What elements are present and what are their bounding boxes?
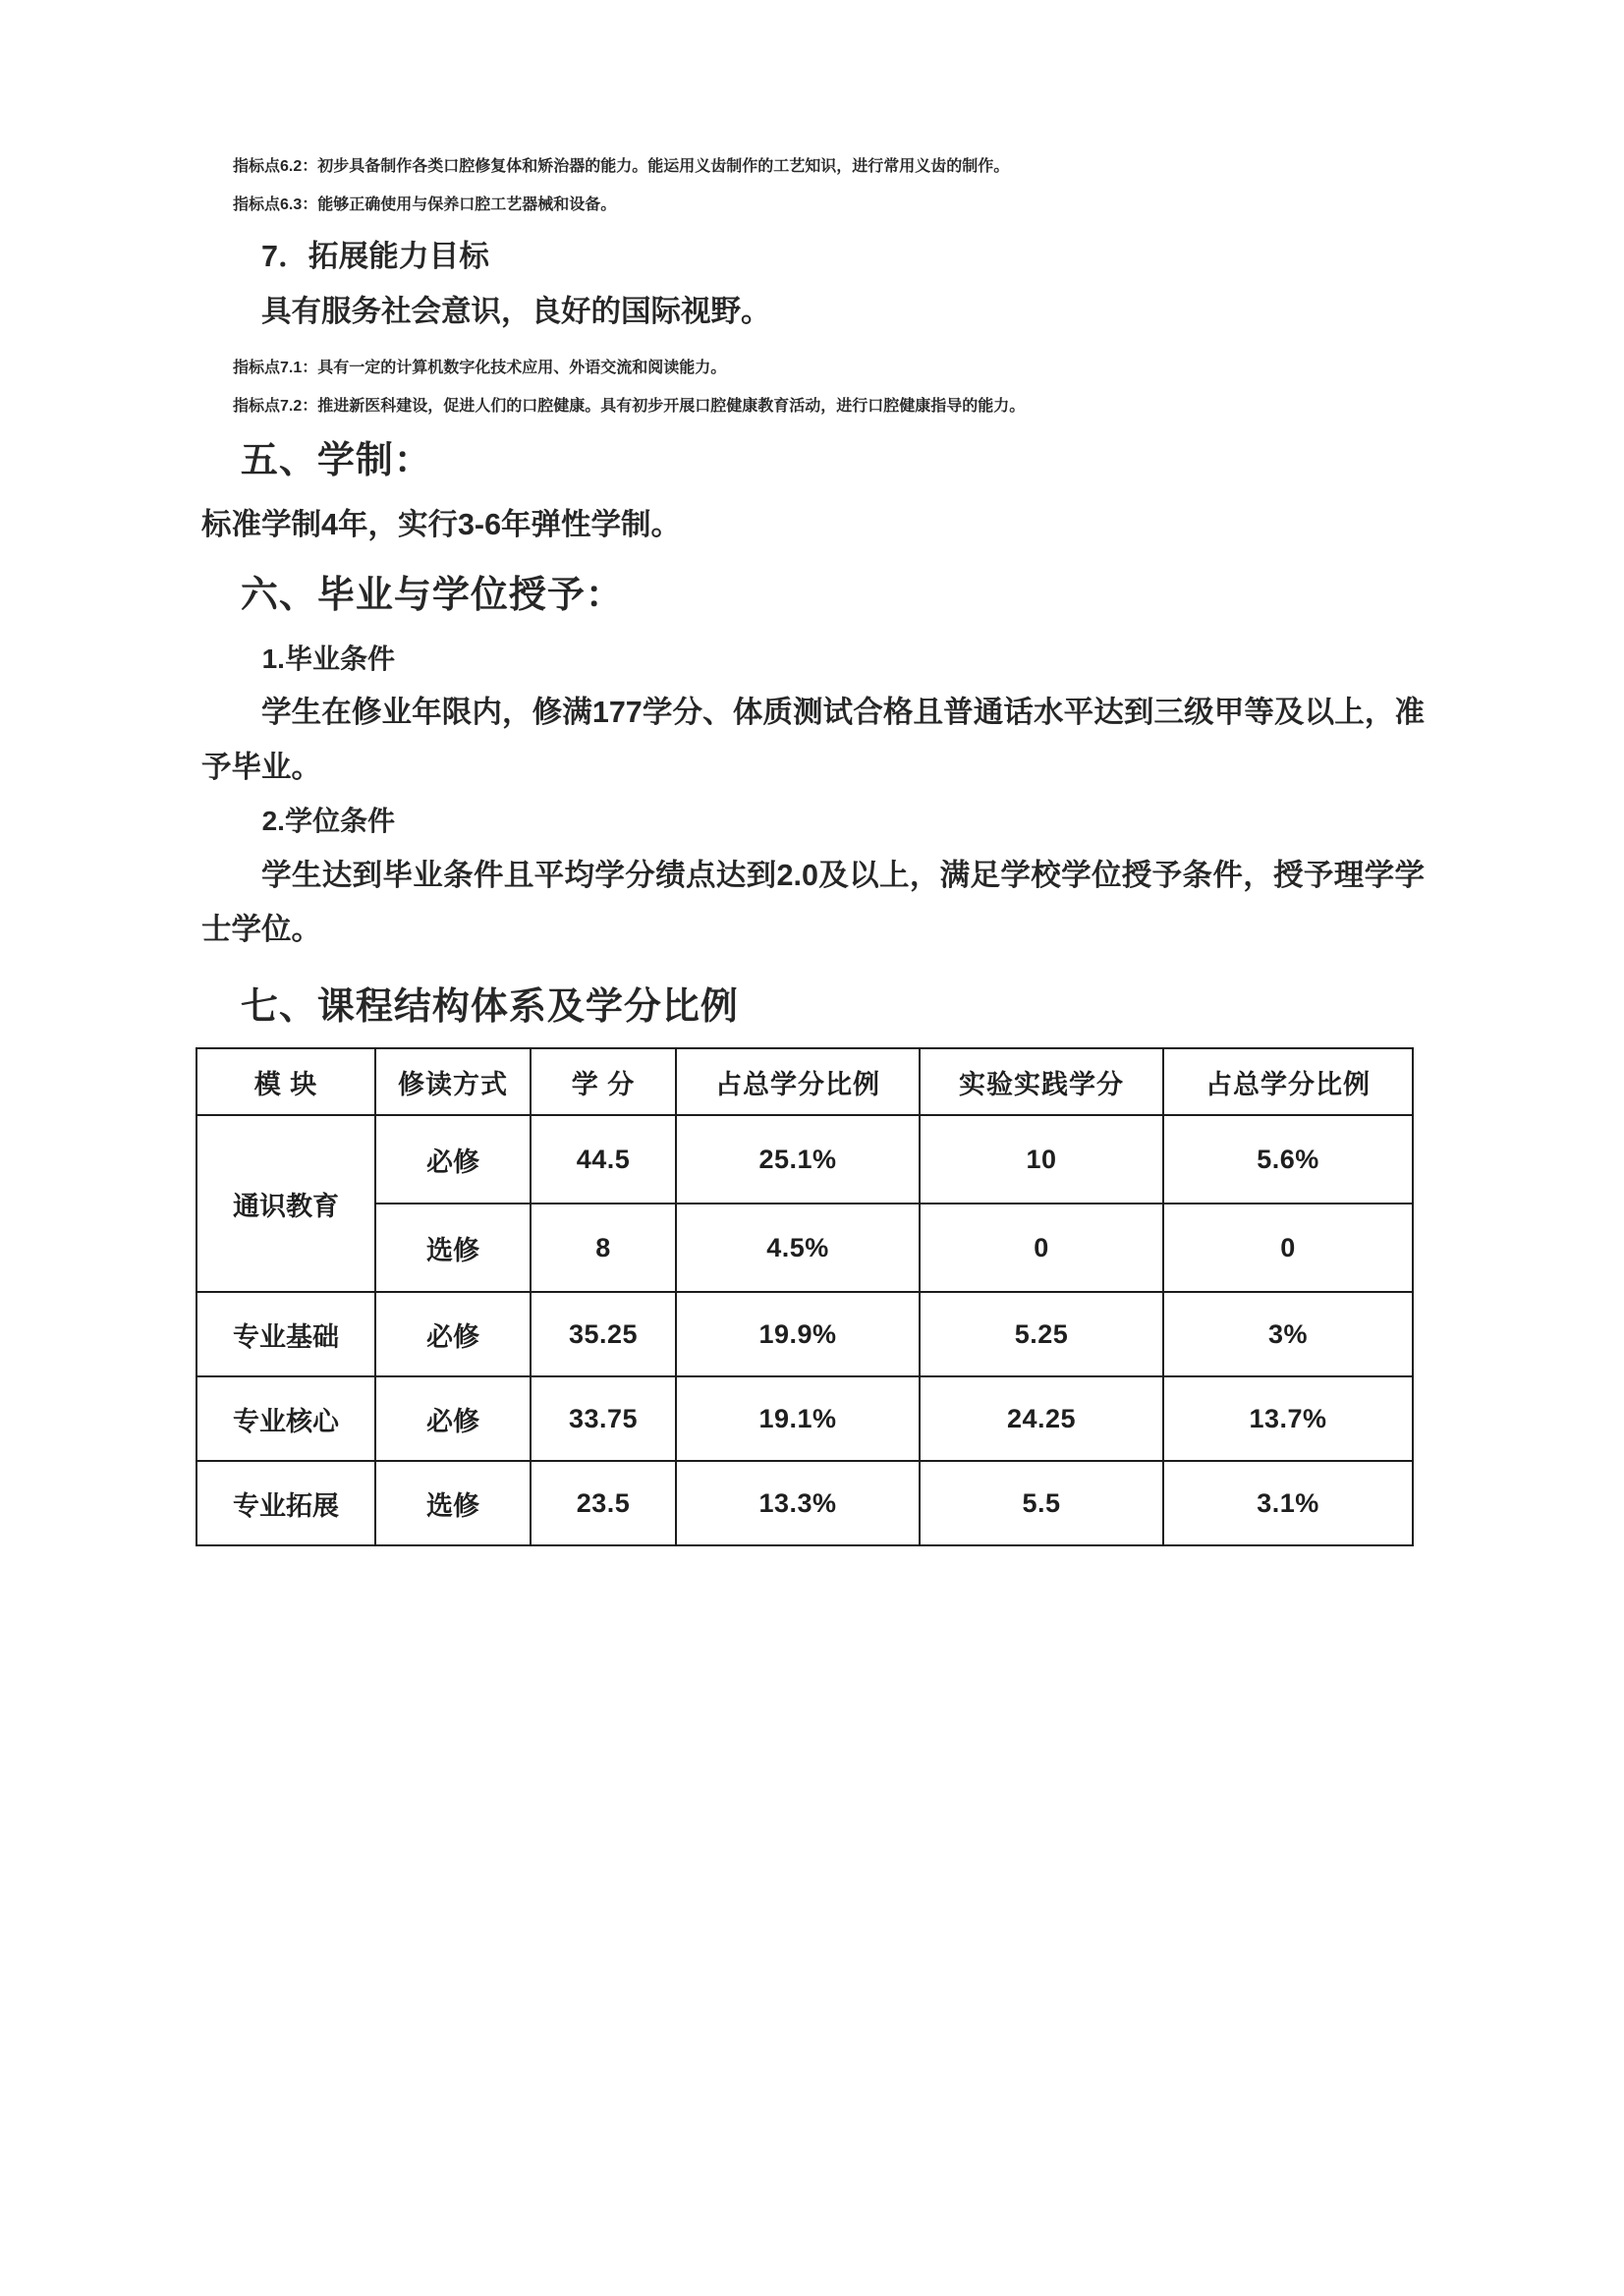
subheading-graduation-conditions: 1.毕业条件	[261, 643, 395, 674]
cell-module: 专业拓展	[196, 1461, 375, 1545]
indicator-label: 指标点6.2：	[233, 158, 318, 175]
paragraph-graduation-conditions: 学生在修业年限内，修满177学分、体质测试合格且普通话水平达到三级甲等及以上，准予毕业。	[201, 696, 1425, 784]
table-header-row	[196, 1048, 1413, 1115]
cell-credits: 33.75	[531, 1376, 676, 1461]
header-practice-ratio: 占总学分比例	[1163, 1048, 1413, 1115]
cell-credit-ratio: 19.9%	[676, 1292, 920, 1376]
header-module: 模 块	[196, 1048, 375, 1115]
cell-study-mode: 选修	[375, 1204, 531, 1292]
heading-section-six: 六、毕业与学位授予：	[240, 575, 624, 617]
cell-credit-ratio: 13.3%	[676, 1461, 920, 1545]
cell-credit-ratio: 19.1%	[676, 1376, 920, 1461]
paragraph-indicator-7-1	[201, 355, 1425, 377]
paragraph-indicator-7-2	[201, 393, 1425, 416]
cell-module: 专业基础	[196, 1292, 375, 1376]
cell-practice-credits: 0	[920, 1204, 1163, 1292]
cell-practice-credits: 24.25	[920, 1376, 1163, 1461]
subheading-7: 7．拓展能力目标	[261, 240, 490, 273]
header-credit-ratio: 占总学分比例	[676, 1048, 920, 1115]
indicator-text: 初步具备制作各类口腔修复体和矫治器的能力。能运用义齿制作的工艺知识，进行常用义齿的制作。	[317, 158, 1010, 175]
paragraph-degree-conditions: 学生达到毕业条件且平均学分绩点达到2.0及以上，满足学校学位授予条件，授予理学学士学位。	[201, 858, 1425, 947]
cell-practice-ratio: 0	[1163, 1204, 1413, 1292]
cell-practice-ratio: 3%	[1163, 1292, 1413, 1376]
table-row	[196, 1115, 1413, 1204]
header-credits: 学 分	[531, 1048, 676, 1115]
cell-credits: 23.5	[531, 1461, 676, 1545]
table-row	[196, 1461, 1413, 1545]
indicator-text: 能够正确使用与保养口腔工艺器械和设备。	[317, 196, 617, 213]
cell-credit-ratio: 25.1%	[676, 1115, 920, 1204]
heading-section-five: 五、学制：	[240, 440, 432, 481]
paragraph-section-five-body: 标准学制4年，实行3-6年弹性学制。	[201, 507, 682, 541]
cell-credit-ratio: 4.5%	[676, 1204, 920, 1292]
table-row	[196, 1204, 1413, 1292]
page-content	[201, 138, 1425, 1546]
header-study-mode: 修读方式	[375, 1048, 531, 1115]
indicator-text: 推进新医科建设，促进人们的口腔健康。具有初步开展口腔健康教育活动，进行口腔健康指导的能力。	[317, 398, 1026, 415]
cell-module: 通识教育	[196, 1115, 375, 1292]
indicator-label: 指标点7.1：	[233, 360, 318, 376]
indicator-label: 指标点7.2：	[233, 398, 318, 415]
table-row	[196, 1292, 1413, 1376]
cell-study-mode: 必修	[375, 1376, 531, 1461]
cell-study-mode: 必修	[375, 1292, 531, 1376]
cell-practice-credits: 5.25	[920, 1292, 1163, 1376]
paragraph-body-7: 具有服务社会意识，良好的国际视野。	[261, 294, 771, 328]
table-body	[196, 1115, 1413, 1545]
cell-practice-credits: 5.5	[920, 1461, 1163, 1545]
heading-section-seven: 七、课程结构体系及学分比例	[240, 985, 739, 1028]
indicator-text: 具有一定的计算机数字化技术应用、外语交流和阅读能力。	[317, 360, 727, 376]
cell-practice-credits: 10	[920, 1115, 1163, 1204]
cell-practice-ratio: 13.7%	[1163, 1376, 1413, 1461]
subheading-degree-conditions: 2.学位条件	[261, 806, 395, 837]
credit-structure-table	[196, 1047, 1414, 1546]
cell-study-mode: 选修	[375, 1461, 531, 1545]
cell-credits: 35.25	[531, 1292, 676, 1376]
cell-study-mode: 必修	[375, 1115, 531, 1204]
paragraph-indicator-6-2	[201, 153, 1425, 176]
cell-practice-ratio: 3.1%	[1163, 1461, 1413, 1545]
table-header	[196, 1048, 1413, 1115]
paragraph-indicator-6-3	[201, 192, 1425, 214]
cell-practice-ratio: 5.6%	[1163, 1115, 1413, 1204]
indicator-label: 指标点6.3：	[233, 196, 318, 213]
cell-credits: 44.5	[531, 1115, 676, 1204]
header-practice-credits: 实验实践学分	[920, 1048, 1163, 1115]
cell-credits: 8	[531, 1204, 676, 1292]
cell-module: 专业核心	[196, 1376, 375, 1461]
table-row	[196, 1376, 1413, 1461]
